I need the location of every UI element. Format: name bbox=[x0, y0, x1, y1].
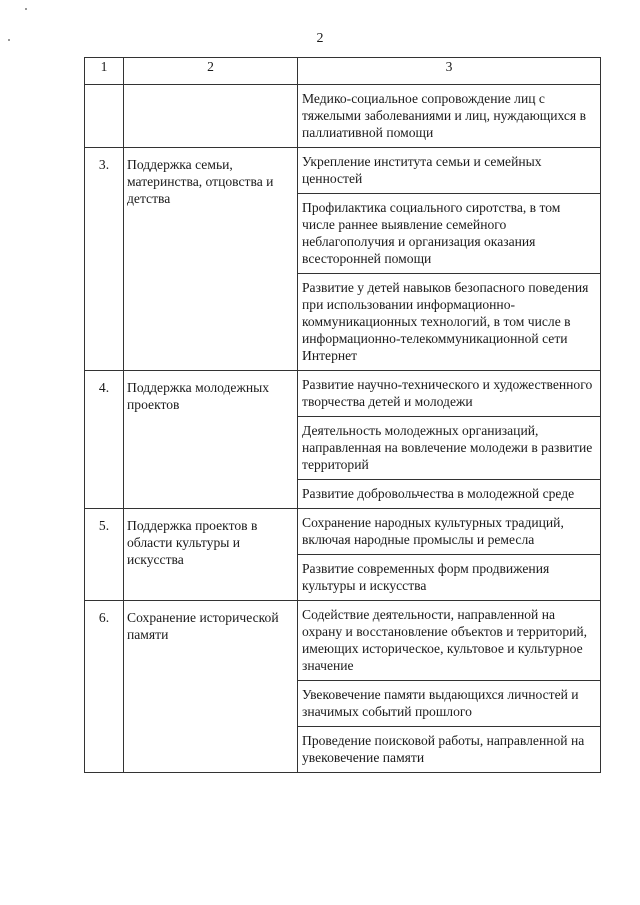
activity-cell: Сохранение народных культурных традиций, включая народные промыслы и ремесла bbox=[298, 509, 601, 555]
activity-cell: Развитие добровольчества в молодежной среде bbox=[298, 480, 601, 509]
table-row bbox=[85, 601, 601, 681]
direction-cell bbox=[124, 85, 298, 148]
table-row bbox=[85, 509, 601, 555]
activity-cell: Медико-социальное сопровождение лиц с тяжелыми заболеваниями и лиц, нуждающихся в паллиативной помощи bbox=[298, 85, 601, 148]
activity-cell: Развитие у детей навыков безопасного поведения при использовании информационно-коммуникационных технологий, в том числе в информационно-телекоммуникационной сети Интернет bbox=[298, 274, 601, 371]
section-title: Поддержка проектов в области культуры и искусства bbox=[124, 509, 298, 601]
column-header-activities: 3 bbox=[298, 58, 601, 85]
section-number: 6. bbox=[85, 601, 124, 773]
activity-cell: Профилактика социального сиротства, в том числе раннее выявление семейного неблагополучия и организация оказания всесторонней помощи bbox=[298, 194, 601, 274]
section-number: 4. bbox=[85, 371, 124, 509]
section-number: 3. bbox=[85, 148, 124, 371]
activity-cell: Проведение поисковой работы, направленной на увековечение памяти bbox=[298, 727, 601, 773]
activity-cell: Увековечение памяти выдающихся личностей и значимых событий прошлого bbox=[298, 681, 601, 727]
table-row bbox=[85, 148, 601, 194]
table-header-row bbox=[85, 58, 601, 85]
page-number: 2 bbox=[316, 31, 324, 46]
directions-table bbox=[84, 57, 601, 773]
column-header-number: 1 bbox=[85, 58, 124, 85]
section-number: 5. bbox=[85, 509, 124, 601]
row-number-cell bbox=[85, 85, 124, 148]
table-row bbox=[85, 85, 601, 148]
section-title: Поддержка молодежных проектов bbox=[124, 371, 298, 509]
scan-speck bbox=[25, 8, 27, 10]
activity-cell: Укрепление института семьи и семейных ценностей bbox=[298, 148, 601, 194]
activity-cell: Содействие деятельности, направленной на охрану и восстановление объектов и территорий, имеющих историческое, культовое и культурное значение bbox=[298, 601, 601, 681]
activity-cell: Развитие современных форм продвижения культуры и искусства bbox=[298, 555, 601, 601]
section-title: Поддержка семьи, материнства, отцовства и детства bbox=[124, 148, 298, 371]
activity-cell: Развитие научно-технического и художественного творчества детей и молодежи bbox=[298, 371, 601, 417]
column-header-direction: 2 bbox=[124, 58, 298, 85]
section-title: Сохранение исторической памяти bbox=[124, 601, 298, 773]
activity-cell: Деятельность молодежных организаций, направленная на вовлечение молодежи в развитие территорий bbox=[298, 417, 601, 480]
table-row bbox=[85, 371, 601, 417]
